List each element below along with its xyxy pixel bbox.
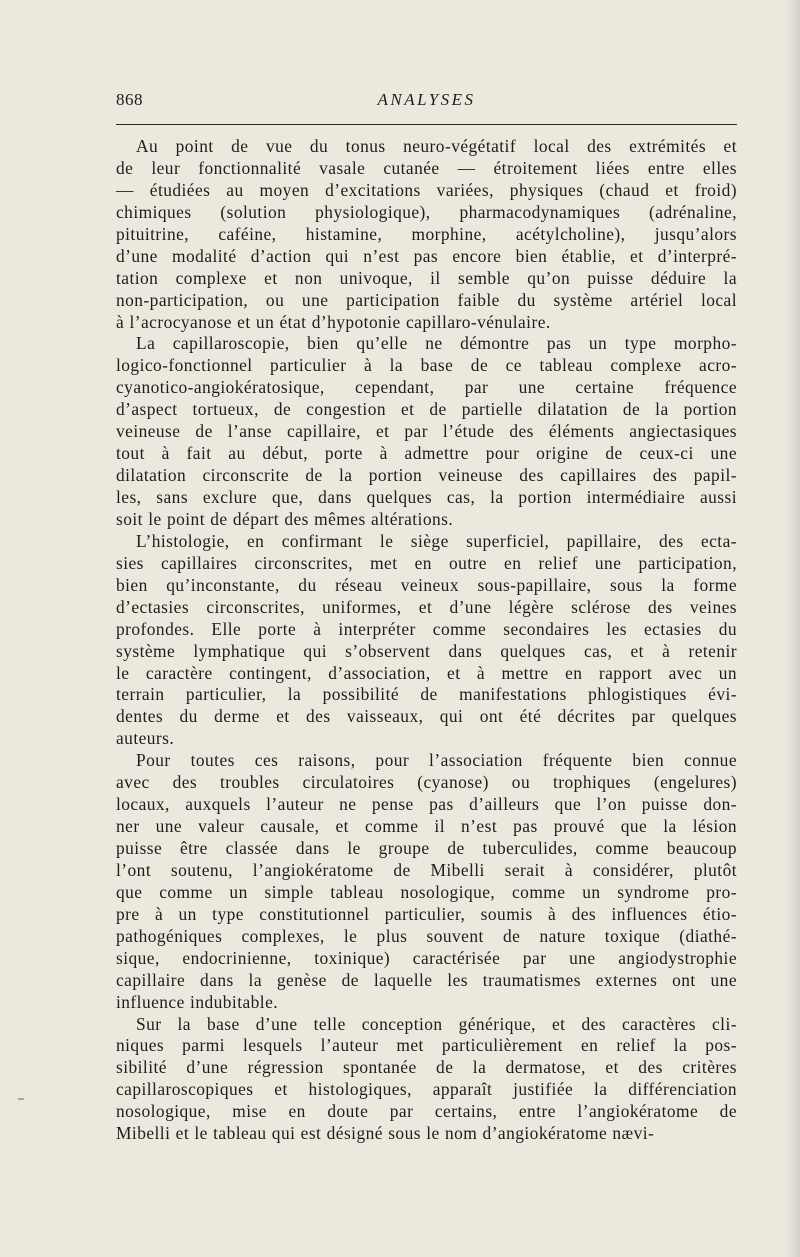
text-line: le caractère contingent, d’association, et à mettre en rapport avec un xyxy=(116,662,737,683)
text-line: — étudiées au moyen d’excitations variées, physiques (chaud et froid) xyxy=(116,179,737,200)
text-line: sibilité d’une régression spontanée de la dermatose, et des critères xyxy=(116,1057,737,1078)
paragraph xyxy=(116,333,737,530)
text-line: Au point de vue du tonus neuro-végétatif local des extrémités et xyxy=(136,136,737,156)
text-line: puisse être classée dans le groupe de tuberculides, comme beaucoup xyxy=(116,838,737,858)
text-line: chimiques (solution physiologique), pharmacodynamiques (adrénaline, xyxy=(116,201,737,222)
text-line: influence indubitable. xyxy=(116,991,279,1012)
text-line: L’histologie, en confirmant le siège superficiel, papillaire, des ecta- xyxy=(136,530,737,551)
text-line: avec des troubles circulatoires (cyanose) ou trophiques (engelures) xyxy=(116,772,737,793)
article-body xyxy=(116,136,737,1145)
text-line: pituitrine, caféine, histamine, morphine, acétylcholine), jusqu’alors xyxy=(116,223,737,244)
text-line: logico-fonctionnel particulier à la base de ce tableau complexe acro- xyxy=(116,355,737,376)
text-line: auteurs. xyxy=(116,728,175,749)
text-line: capillaroscopiques et histologiques, apparaît justifiée la différenciation xyxy=(116,1079,737,1100)
text-line: pre à un type constitutionnel particulier, soumis à des influences étio- xyxy=(116,903,737,924)
text-line: dilatation circonscrite de la portion veineuse des capillaires des papil- xyxy=(116,465,737,486)
text-line: l’ont soutenu, l’angiokératome de Mibelli serait à considérer, plutôt xyxy=(116,859,737,880)
text-line: système lymphatique qui s’observent dans quelques cas, et à retenir xyxy=(116,640,737,661)
text-line: Sur la base d’une telle conception générique, et des caractères cli- xyxy=(136,1013,737,1034)
text-line: bien qu’inconstante, du réseau veineux sous-papillaire, sous la forme xyxy=(116,574,737,595)
text-line: à l’acrocyanose et un état d’hypotonie capillaro-vénulaire. xyxy=(116,311,551,332)
header-rule xyxy=(116,124,737,125)
text-line: d’aspect tortueux, de congestion et de partielle dilatation de la portion xyxy=(116,399,737,420)
text-line: locaux, auxquels l’auteur ne pense pas d’ailleurs que l’on puisse don- xyxy=(116,794,737,815)
text-line: veineuse de l’anse capillaire, et par l’étude des éléments angiectasiques xyxy=(116,421,737,442)
running-title: ANALYSES xyxy=(377,90,476,109)
page-number: 868 xyxy=(116,90,143,109)
text-line: sies capillaires circonscrites, met en outre en relief une participation, xyxy=(116,552,737,573)
paragraph xyxy=(116,136,737,333)
text-line: d’une modalité d’action qui n’est pas encore bien établie, et d’interpré- xyxy=(116,245,737,266)
text-line: sique, endocrinienne, toxinique) caractérisée par une angiodystrophie xyxy=(116,947,737,968)
text-line: nosologique, mise en doute par certains, entre l’angiokératome de xyxy=(116,1101,737,1122)
text-line: Pour toutes ces raisons, pour l’association fréquente bien connue xyxy=(136,750,737,771)
text-line: d’ectasies circonscrites, uniformes, et d’une légère sclérose des veines xyxy=(116,596,737,617)
paragraph xyxy=(116,750,737,1013)
text-line: terrain particulier, la possibilité de manifestations phlogistiques évi- xyxy=(116,684,737,705)
text-line: soit le point de départ des mêmes altérations. xyxy=(116,508,454,529)
text-line: niques parmi lesquels l’auteur met particulièrement en relief la pos- xyxy=(116,1035,737,1056)
text-line: dentes du derme et des vaisseaux, qui ont été décrites par quelques xyxy=(116,706,737,727)
page-edge-shadow xyxy=(786,0,800,1257)
text-line: capillaire dans la genèse de laquelle les traumatismes externes ont une xyxy=(116,969,737,990)
text-line: tout à fait au début, porte à admettre pour origine de ceux-ci une xyxy=(116,443,737,464)
text-line: La capillaroscopie, bien qu’elle ne démontre pas un type morpho- xyxy=(136,333,737,354)
text-line: que comme un simple tableau nosologique, comme un syndrome pro- xyxy=(116,881,737,902)
text-line: Mibelli et le tableau qui est désigné sous le nom d’angiokératome nævi- xyxy=(116,1123,655,1144)
paragraph xyxy=(116,1014,737,1146)
paragraph xyxy=(116,531,737,750)
text-line: tation complexe et non univoque, il semble qu’on puisse déduire la xyxy=(116,267,737,288)
margin-mark xyxy=(18,1098,24,1100)
page-header xyxy=(116,90,737,116)
text-line: non-participation, ou une participation faible du système artériel local xyxy=(116,289,737,310)
text-line: les, sans exclure que, dans quelques cas, la portion intermédiaire aussi xyxy=(116,487,737,507)
text-line: cyanotico-angiokératosique, cependant, par une certaine fréquence xyxy=(116,377,737,398)
text-line: ner une valeur causale, et comme il n’est pas prouvé que la lésion xyxy=(116,816,737,837)
text-line: pathogéniques complexes, le plus souvent de nature toxique (diathé- xyxy=(116,925,737,946)
text-line: de leur fonctionnalité vasale cutanée — étroitement liées entre elles xyxy=(116,157,737,178)
text-line: profondes. Elle porte à interpréter comme secondaires les ectasies du xyxy=(116,618,737,639)
